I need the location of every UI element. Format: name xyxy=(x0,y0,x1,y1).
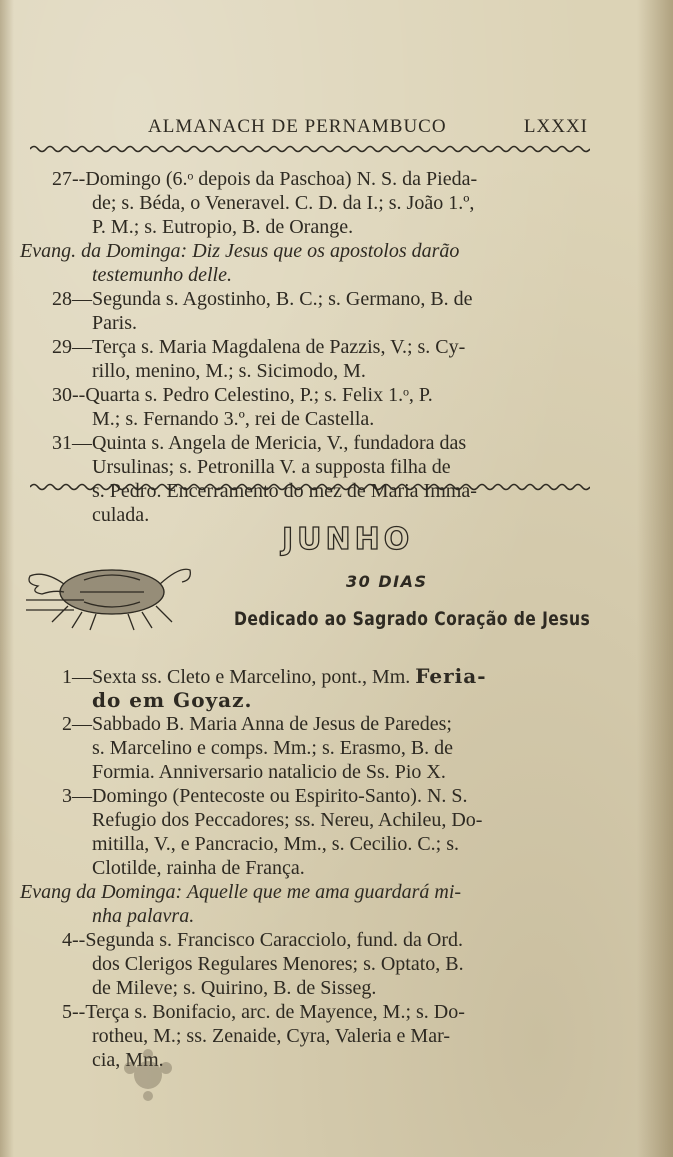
june-line: 3—Domingo (Pentecoste ou Espirito-Santo). N. S. xyxy=(62,785,468,807)
wavy-rule-top xyxy=(30,144,590,154)
may-line: M.; s. Fernando 3.º, rei de Castella. xyxy=(92,408,375,430)
june-line: nha palavra. xyxy=(92,905,195,927)
may-line: 29—Terça s. Maria Magdalena de Pazzis, V.; s. Cy- xyxy=(52,336,466,358)
running-head xyxy=(148,116,588,140)
month-dedication: Dedicado ao Sagrado Coração de Jesus xyxy=(234,608,591,630)
june-line: Clotilde, rainha de França. xyxy=(92,857,305,879)
faded-ornament xyxy=(108,1040,188,1110)
june-line: do em Goyaz. xyxy=(92,688,253,712)
may-line: rillo, menino, M.; s. Sicimodo, M. xyxy=(92,360,366,382)
may-line: culada. xyxy=(92,504,150,526)
may-line: Ursulinas; s. Petronilla V. a supposta filha de xyxy=(92,456,451,478)
may-line: 30--Quarta s. Pedro Celestino, P.; s. Felix 1.ᵒ, P. xyxy=(52,384,433,406)
may-line: 27--Domingo (6.ᵒ depois da Paschoa) N. S. da Pieda- xyxy=(52,168,478,190)
month-days-count: 30 DIAS xyxy=(346,572,428,591)
may-line-gospel: Evang. da Dominga: Diz Jesus que os apostolos darão xyxy=(20,240,460,262)
page-left-edge xyxy=(0,0,14,1157)
may-line: s. Pedro. Encerramento do mez de Maria Imma- xyxy=(92,480,477,502)
june-line: 5--Terça s. Bonifacio, arc. de Mayence, M.; s. Do- xyxy=(62,1001,465,1023)
running-head-page-number: LXXXI xyxy=(523,116,588,137)
may-line: 28—Segunda s. Agostinho, B. C.; s. Germano, B. de xyxy=(52,288,473,310)
june-line: mitilla, V., e Pancracio, Mm., s. Cecilio. C.; s. xyxy=(92,833,460,855)
june-line: Formia. Anniversario natalicio de Ss. Pio X. xyxy=(92,761,446,783)
may-line: testemunho delle. xyxy=(92,264,232,286)
running-head-title: ALMANACH DE PERNAMBUCO xyxy=(148,116,447,137)
may-line: de; s. Béda, o Veneravel. C. D. da I.; s. João 1.º, xyxy=(92,192,475,214)
june-line: 1—Sexta ss. Cleto e Marcelino, pont., Mm. Feria- xyxy=(62,664,487,688)
june-line: s. Marcelino e comps. Mm.; s. Erasmo, B. de xyxy=(92,737,454,759)
june-line: 4--Segunda s. Francisco Caracciolo, fund. da Ord. xyxy=(62,929,463,951)
june-line: 2—Sabbado B. Maria Anna de Jesus de Paredes; xyxy=(62,713,452,735)
wavy-rule-middle xyxy=(30,482,590,492)
cancer-zodiac-crab-illustration xyxy=(24,540,194,632)
page-right-edge xyxy=(637,0,673,1157)
june-line: rotheu, M.; ss. Zenaide, Cyra, Valeria e Mar- xyxy=(92,1025,451,1047)
june-line: cia, Mm. xyxy=(92,1049,164,1071)
may-line: 31—Quinta s. Angela de Mericia, V., fundadora das xyxy=(52,432,467,454)
june-line: Refugio dos Peccadores; ss. Nereu, Achileu, Do- xyxy=(92,809,483,831)
june-line: de Mileve; s. Quirino, B. de Sisseg. xyxy=(92,977,377,999)
may-line: P. M.; s. Eutropio, B. de Orange. xyxy=(92,216,354,238)
month-title: JUNHO xyxy=(282,522,414,557)
june-line-gospel: Evang da Dominga: Aquelle que me ama guardará mi- xyxy=(20,881,462,903)
may-line: Paris. xyxy=(92,312,137,334)
june-line: dos Clerigos Regulares Menores; s. Optato, B. xyxy=(92,953,464,975)
